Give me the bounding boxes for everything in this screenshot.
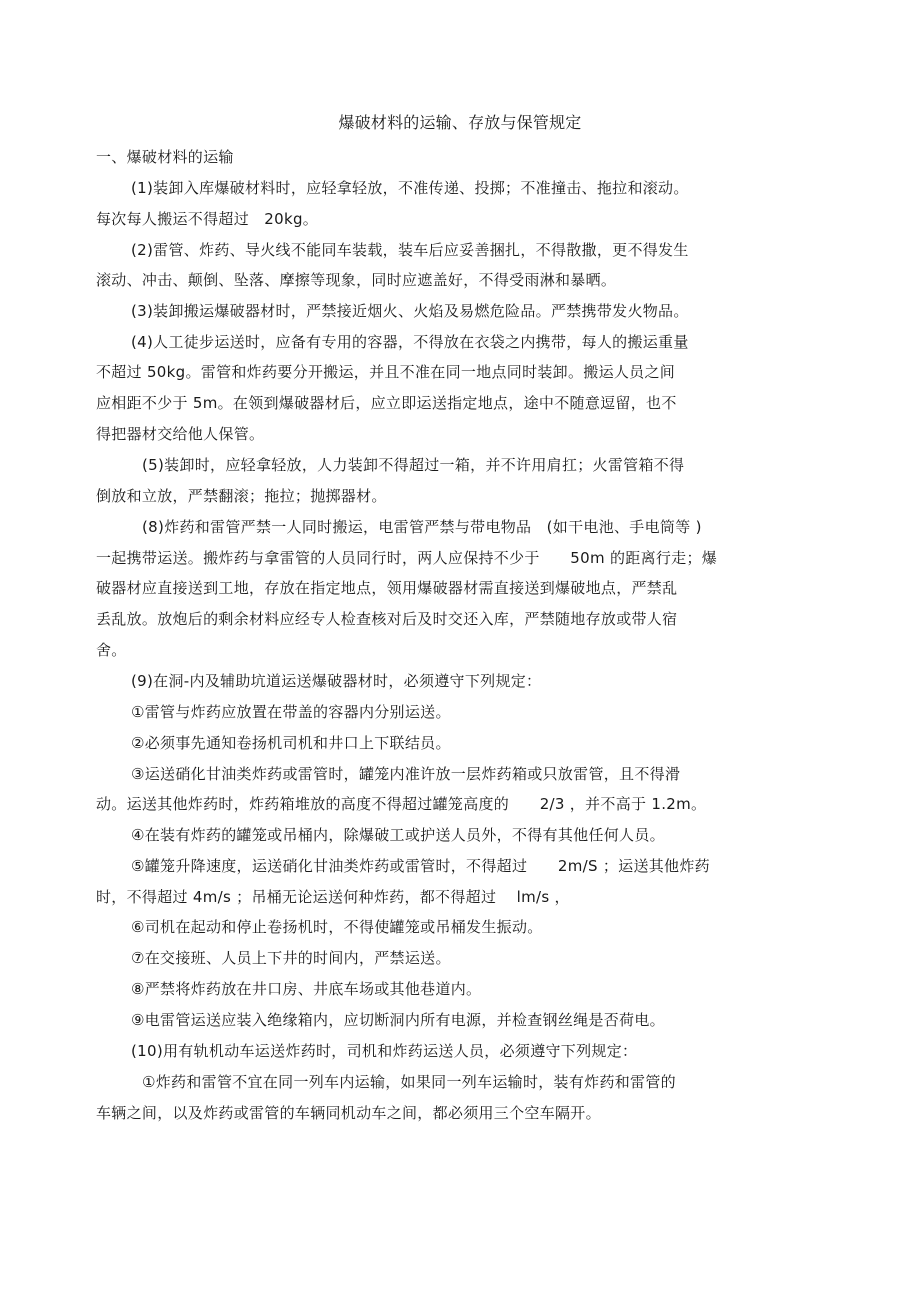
paragraph-line: 不超过 50kg。雷管和炸药要分开搬运，并且不准在同一地点同时装卸。搬运人员之间	[96, 363, 676, 381]
paragraph-line: (2)雷管、炸药、导火线不能同车装载，装车后应妥善捆扎，不得散撒，更不得发生	[131, 241, 689, 259]
paragraph-line: (10)用有轨机动车运送炸药时，司机和炸药运送人员，必须遵守下列规定：	[131, 1042, 638, 1060]
page-title: 爆破材料的运输、存放与保管规定	[338, 113, 582, 132]
paragraph-line: 破器材应直接送到工地，存放在指定地点，领用爆破器材需直接送到爆破地点，严禁乱	[96, 579, 678, 597]
list-item: ①炸药和雷管不宜在同一列车内运输，如果同一列车运输时，装有炸药和雷管的	[142, 1073, 676, 1091]
paragraph-line: (9)在洞-内及辅助坑道运送爆破器材时，必须遵守下列规定：	[131, 672, 542, 690]
list-item: ⑧严禁将炸药放在井口房、井底车场或其他巷道内。	[131, 980, 482, 998]
paragraph-line: (4)人工徒步运送时，应备有专用的容器，不得放在衣袋之内携带，每人的搬运重量	[131, 333, 689, 351]
list-item: ③运送硝化甘油类炸药或雷管时，罐笼内准许放一层炸药箱或只放雷管，且不得滑	[131, 765, 681, 783]
paragraph-line: 动。运送其他炸药时，炸药箱堆放的高度不得超过罐笼高度的 2/3 ，并不高于 1.2m。	[96, 795, 707, 813]
paragraph-line: 每次每人搬运不得超过 20kg。	[96, 210, 319, 228]
paragraph-line: 舍。	[96, 641, 127, 659]
paragraph-line: 车辆之间，以及炸药或雷管的车辆同机动车之间，都必须用三个空车隔开。	[96, 1104, 601, 1122]
paragraph-line: (3)装卸搬运爆破器材时，严禁接近烟火、火焰及易燃危险品。严禁携带发火物品。	[131, 302, 689, 320]
list-item: ④在装有炸药的罐笼或吊桶内，除爆破工或护送人员外，不得有其他任何人员。	[131, 826, 665, 844]
paragraph-line: (1)装卸入库爆破材料时，应轻拿轻放，不准传递、投掷；不准撞击、拖拉和滚动。	[131, 179, 689, 197]
list-item: ⑨电雷管运送应装入绝缘箱内，应切断洞内所有电源，并检查钢丝绳是否荷电。	[131, 1011, 665, 1029]
list-item: ②必须事先通知卷扬机司机和井口上下联结员。	[131, 734, 451, 752]
paragraph-line: 倒放和立放，严禁翻滚；拖拉；抛掷器材。	[96, 487, 387, 505]
paragraph-line: 得把器材交给他人保管。	[96, 425, 265, 443]
paragraph-line: 一起携带运送。搬炸药与拿雷管的人员同行时，两人应保持不少于 50m 的距离行走；爆	[96, 549, 718, 567]
list-item: ⑦在交接班、人员上下井的时间内，严禁运送。	[131, 949, 451, 967]
paragraph-line: 应相距不少于 5m。在领到爆破器材后，应立即运送指定地点，途中不随意逗留，也不	[96, 394, 677, 412]
section-heading: 一、爆破材料的运输	[96, 148, 234, 166]
paragraph-line: (8)炸药和雷管严禁一人同时搬运，电雷管严禁与带电物品 (如干电池、手电筒等 )	[142, 518, 702, 536]
paragraph-line: 时，不得超过 4m/s ；吊桶无论运送何种炸药，都不得超过 lm/s ，	[96, 888, 570, 906]
list-item: ⑥司机在起动和停止卷扬机时，不得使罐笼或吊桶发生振动。	[131, 918, 543, 936]
paragraph-line: 丢乱放。放炮后的剩余材料应经专人检查核对后及时交还入库，严禁随地存放或带人宿	[96, 610, 678, 628]
list-item: ⑤罐笼升降速度，运送硝化甘油类炸药或雷管时，不得超过 2m/S ；运送其他炸药	[131, 857, 710, 875]
list-item: ①雷管与炸药应放置在带盖的容器内分别运送。	[131, 703, 451, 721]
paragraph-line: (5)装卸时，应轻拿轻放，人力装卸不得超过一箱，并不许用肩扛；火雷管箱不得	[142, 456, 685, 474]
paragraph-line: 滚动、冲击、颠倒、坠落、摩擦等现象，同时应遮盖好，不得受雨淋和暴晒。	[96, 271, 617, 289]
